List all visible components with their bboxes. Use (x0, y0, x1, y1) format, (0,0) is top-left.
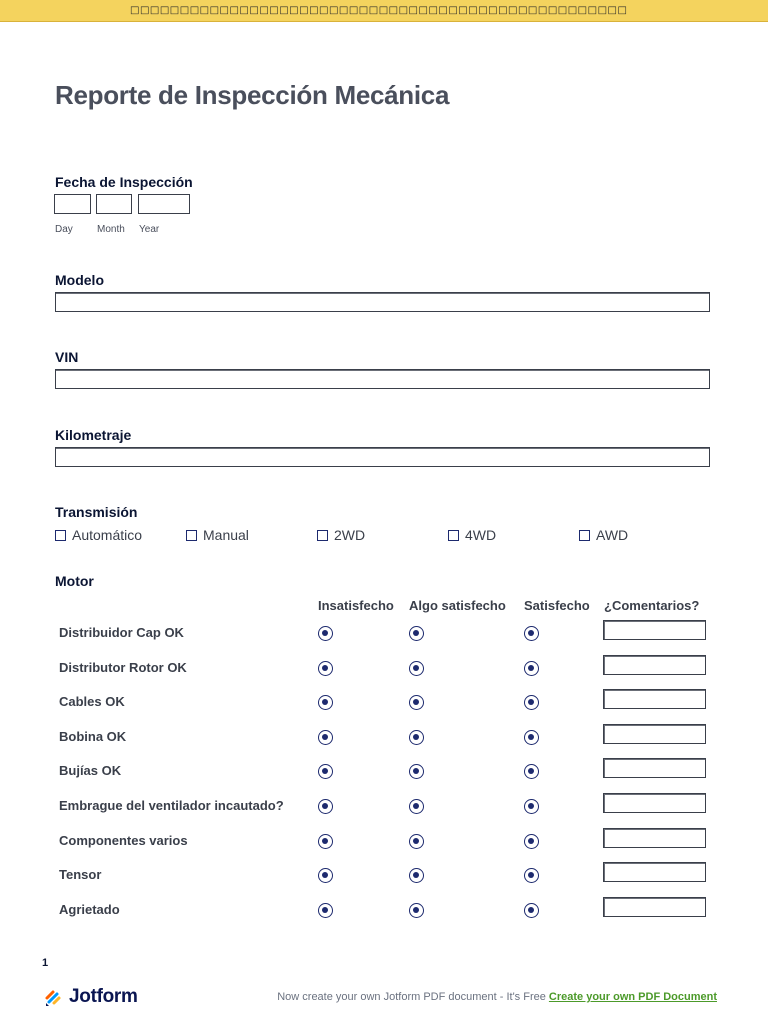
radio-algo-satisfecho[interactable] (409, 903, 424, 918)
comment-input[interactable] (603, 897, 706, 917)
checkbox-icon (55, 530, 66, 541)
comment-input[interactable] (603, 620, 706, 640)
comment-input[interactable] (603, 862, 706, 882)
radio-satisfecho[interactable] (524, 834, 539, 849)
radio-satisfecho[interactable] (524, 661, 539, 676)
radio-algo-satisfecho[interactable] (409, 764, 424, 779)
transmision-option-manual[interactable] (186, 527, 249, 543)
motor-row-label: Cables OK (59, 694, 125, 710)
year-sublabel: Year (139, 224, 160, 235)
motor-row-label: Agrietado (59, 901, 120, 917)
option-label: Automático (72, 527, 143, 543)
radio-insatisfecho[interactable] (318, 764, 333, 779)
column-header-comentarios: ¿Comentarios? (604, 598, 700, 613)
brand-name: Jotform (69, 986, 138, 1007)
motor-row-label: Embrague del ventilador incautado? (59, 798, 284, 813)
comment-input[interactable] (603, 793, 706, 813)
kilometraje-input[interactable] (55, 447, 710, 467)
transmision-option-4wd[interactable] (448, 527, 496, 543)
vin-input[interactable] (55, 369, 710, 389)
month-sublabel: Month (97, 224, 125, 235)
vin-label: VIN (55, 349, 79, 365)
transmision-option-automatico[interactable] (55, 527, 142, 543)
column-header-satisfecho: Satisfecho (524, 598, 590, 613)
radio-algo-satisfecho[interactable] (409, 868, 424, 883)
comment-input[interactable] (603, 828, 706, 848)
modelo-input[interactable] (55, 292, 710, 312)
radio-satisfecho[interactable] (524, 868, 539, 883)
radio-insatisfecho[interactable] (318, 868, 333, 883)
radio-insatisfecho[interactable] (318, 626, 333, 641)
column-header-algo-satisfecho: Algo satisfecho (409, 598, 506, 613)
checkbox-icon (186, 530, 197, 541)
option-label: 4WD (465, 527, 497, 543)
radio-satisfecho[interactable] (524, 695, 539, 710)
transmision-label: Transmisión (55, 504, 138, 520)
motor-label: Motor (55, 573, 94, 589)
option-label: 2WD (334, 527, 366, 543)
date-label: Fecha de Inspección (55, 174, 193, 190)
month-input[interactable] (96, 194, 132, 214)
checkbox-icon (317, 530, 328, 541)
radio-satisfecho[interactable] (524, 799, 539, 814)
option-label: Manual (203, 527, 249, 543)
jotform-logo[interactable] (44, 986, 138, 1008)
page-number: 1 (42, 957, 49, 969)
form-title: Reporte de Inspección Mecánica (55, 80, 450, 110)
kilometraje-label: Kilometraje (55, 427, 132, 443)
transmision-option-2wd[interactable] (317, 527, 365, 543)
modelo-label: Modelo (55, 272, 104, 288)
day-sublabel: Day (55, 224, 73, 235)
comment-input[interactable] (603, 689, 706, 709)
radio-insatisfecho[interactable] (318, 661, 333, 676)
radio-algo-satisfecho[interactable] (409, 834, 424, 849)
radio-algo-satisfecho[interactable] (409, 661, 424, 676)
comment-input[interactable] (603, 724, 706, 744)
radio-algo-satisfecho[interactable] (409, 695, 424, 710)
radio-insatisfecho[interactable] (318, 799, 333, 814)
motor-row-label: Bobina OK (59, 728, 127, 744)
radio-satisfecho[interactable] (524, 626, 539, 641)
motor-row-label: Bujías OK (59, 763, 122, 779)
motor-row-label: Distributor Rotor OK (59, 659, 187, 675)
footer-note-text: Now create your own Jotform PDF document - It's Free (277, 991, 546, 1003)
checkbox-icon (579, 530, 590, 541)
radio-algo-satisfecho[interactable] (409, 626, 424, 641)
footer-note (277, 991, 717, 1003)
radio-insatisfecho[interactable] (318, 695, 333, 710)
checkbox-icon (448, 530, 459, 541)
day-input[interactable] (54, 194, 91, 214)
create-pdf-link[interactable]: Create your own PDF Document (548, 991, 717, 1003)
option-label: AWD (596, 527, 629, 543)
top-banner: □□□□□□□□□□□□□□□□□□□□□□□□□□□□□□□□□□□□□□□□□□□□□□□□□□ (0, 0, 768, 22)
radio-satisfecho[interactable] (524, 903, 539, 918)
transmision-option-awd[interactable] (579, 527, 628, 543)
jotform-logo-icon (44, 987, 64, 1007)
year-input[interactable] (138, 194, 190, 214)
radio-insatisfecho[interactable] (318, 730, 333, 745)
motor-row-label: Componentes varios (59, 832, 188, 848)
motor-row-label: Tensor (59, 867, 102, 883)
radio-satisfecho[interactable] (524, 764, 539, 779)
comment-input[interactable] (603, 655, 706, 675)
radio-satisfecho[interactable] (524, 730, 539, 745)
motor-row-label: Distribuidor Cap OK (59, 625, 184, 640)
radio-insatisfecho[interactable] (318, 834, 333, 849)
comment-input[interactable] (603, 758, 706, 778)
radio-algo-satisfecho[interactable] (409, 730, 424, 745)
column-header-insatisfecho: Insatisfecho (318, 598, 394, 613)
radio-algo-satisfecho[interactable] (409, 799, 424, 814)
radio-insatisfecho[interactable] (318, 903, 333, 918)
